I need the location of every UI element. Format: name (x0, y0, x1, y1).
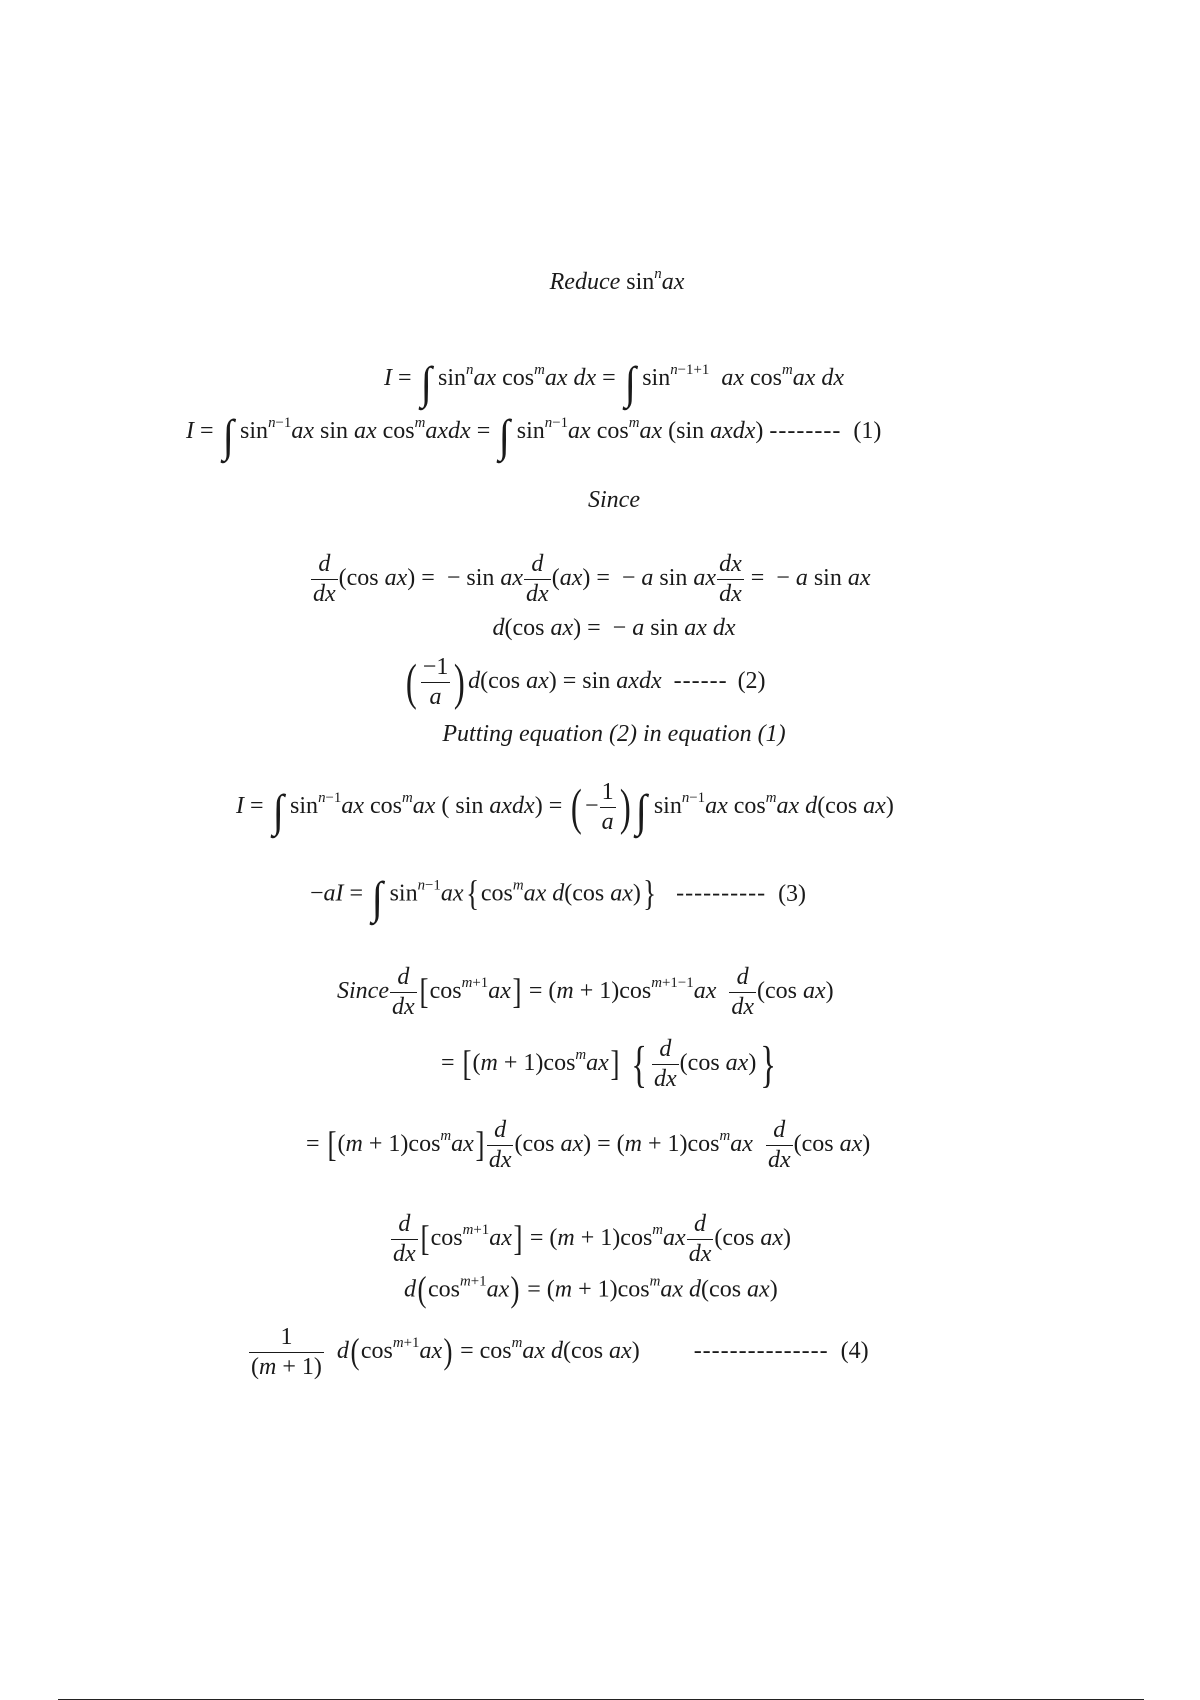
equation-cos-power-step-1: = $[(m + 1)\cos^max]$ { $\frac{d}{dx}$ (cos ax)} (441, 1036, 777, 1093)
equation-2: ( $\frac{-1}{a}$ ) d(cos ax) = sin axdx ------ (2) (405, 654, 766, 711)
equation-dashes: -------- (769, 418, 842, 445)
integral-sign-icon: ∫ (272, 784, 284, 836)
equation-dashes: --------------- (693, 1338, 829, 1365)
equation-1: I = ∫ $\sin^{n-1}ax$ sin ax $\cos^maxdx$ = ∫ $\sin^{n-1}ax$ $\cos^max$ (sin axdx) -------- (1) (186, 410, 882, 461)
equation-substitution: I = ∫ $\sin^{n-1}ax$ $\cos^max$ ( sin axdx) = ( − $\frac{1}{a}$ ) ∫ $\sin^{n-1}ax$ $\cos^max$ d(cos ax) (236, 779, 894, 836)
equation-cos-power-step-2: = $[(m + 1)\cos^max]$ $\frac{d}{dx}$ (cos $ax) = (m + 1)\cos^max$ $\frac{d}{dx}$ (cos ax) (306, 1117, 871, 1174)
equation-number: (1) (853, 418, 882, 445)
equation-number: (3) (778, 880, 807, 907)
equation-3: −aI = ∫ $\sin^{n-1}ax\{\cos^max$ d(cos ax)} ---------- (3) (310, 872, 807, 924)
title-word: Reduce (549, 269, 621, 295)
since-label: Since (588, 487, 640, 513)
equation-cos-power-differential: $d(\cos^{m+1}ax) = (m + 1)\cos^max$ d(cos ax) (404, 1269, 778, 1309)
equation-number: (4) (840, 1338, 869, 1365)
equation-derivative-cos: $\frac{d}{dx}$ (cos ax) = − sin ax $\frac{d}{dx}$ (ax) = − a sin ax $\frac{dx}{dx}$ = − a sin ax (313, 551, 871, 608)
integral-sign-icon: ∫ (371, 872, 383, 924)
integral-sign-icon: ∫ (222, 410, 234, 461)
equation-dashes: ------ (673, 668, 728, 695)
equation-number: (2) (737, 668, 766, 695)
equation-cos-power-result: $\frac{d}{dx}$ $[\cos^{m+1}ax] = (m + 1)\cos^max$ $\frac{d}{dx}$ (cos ax) (393, 1211, 791, 1268)
putting-note: Putting equation (2) in equation (1) (442, 721, 786, 747)
equation-differential-cos: d(cos ax) = − a sin ax dx (492, 615, 736, 641)
equation-dashes: ---------- (676, 880, 767, 907)
equation-i-definition: I = ∫ $\sin^nax$ $\cos^max$ dx = ∫ $\sin^{n-1+1}$ ax $\cos^max$ dx (383, 357, 845, 408)
equation-since-cos-power: Since $\frac{d}{dx}$ $[\cos^{m+1}ax] = (m + 1)\cos^{m+1-1}ax$ $\frac{d}{dx}$ (cos ax) (337, 964, 834, 1021)
integral-sign-icon: ∫ (624, 357, 636, 408)
equation-4: $\frac{1}{(m + 1)}$ $d(\cos^{m+1}ax) = \cos^max$ d(cos ax) --------------- (4) (251, 1324, 869, 1381)
integral-sign-icon: ∫ (420, 357, 432, 408)
integral-sign-icon: ∫ (635, 784, 648, 836)
integral-sign-icon: ∫ (498, 410, 511, 461)
page-title: Reduce $\sin^nax$ (549, 265, 685, 295)
